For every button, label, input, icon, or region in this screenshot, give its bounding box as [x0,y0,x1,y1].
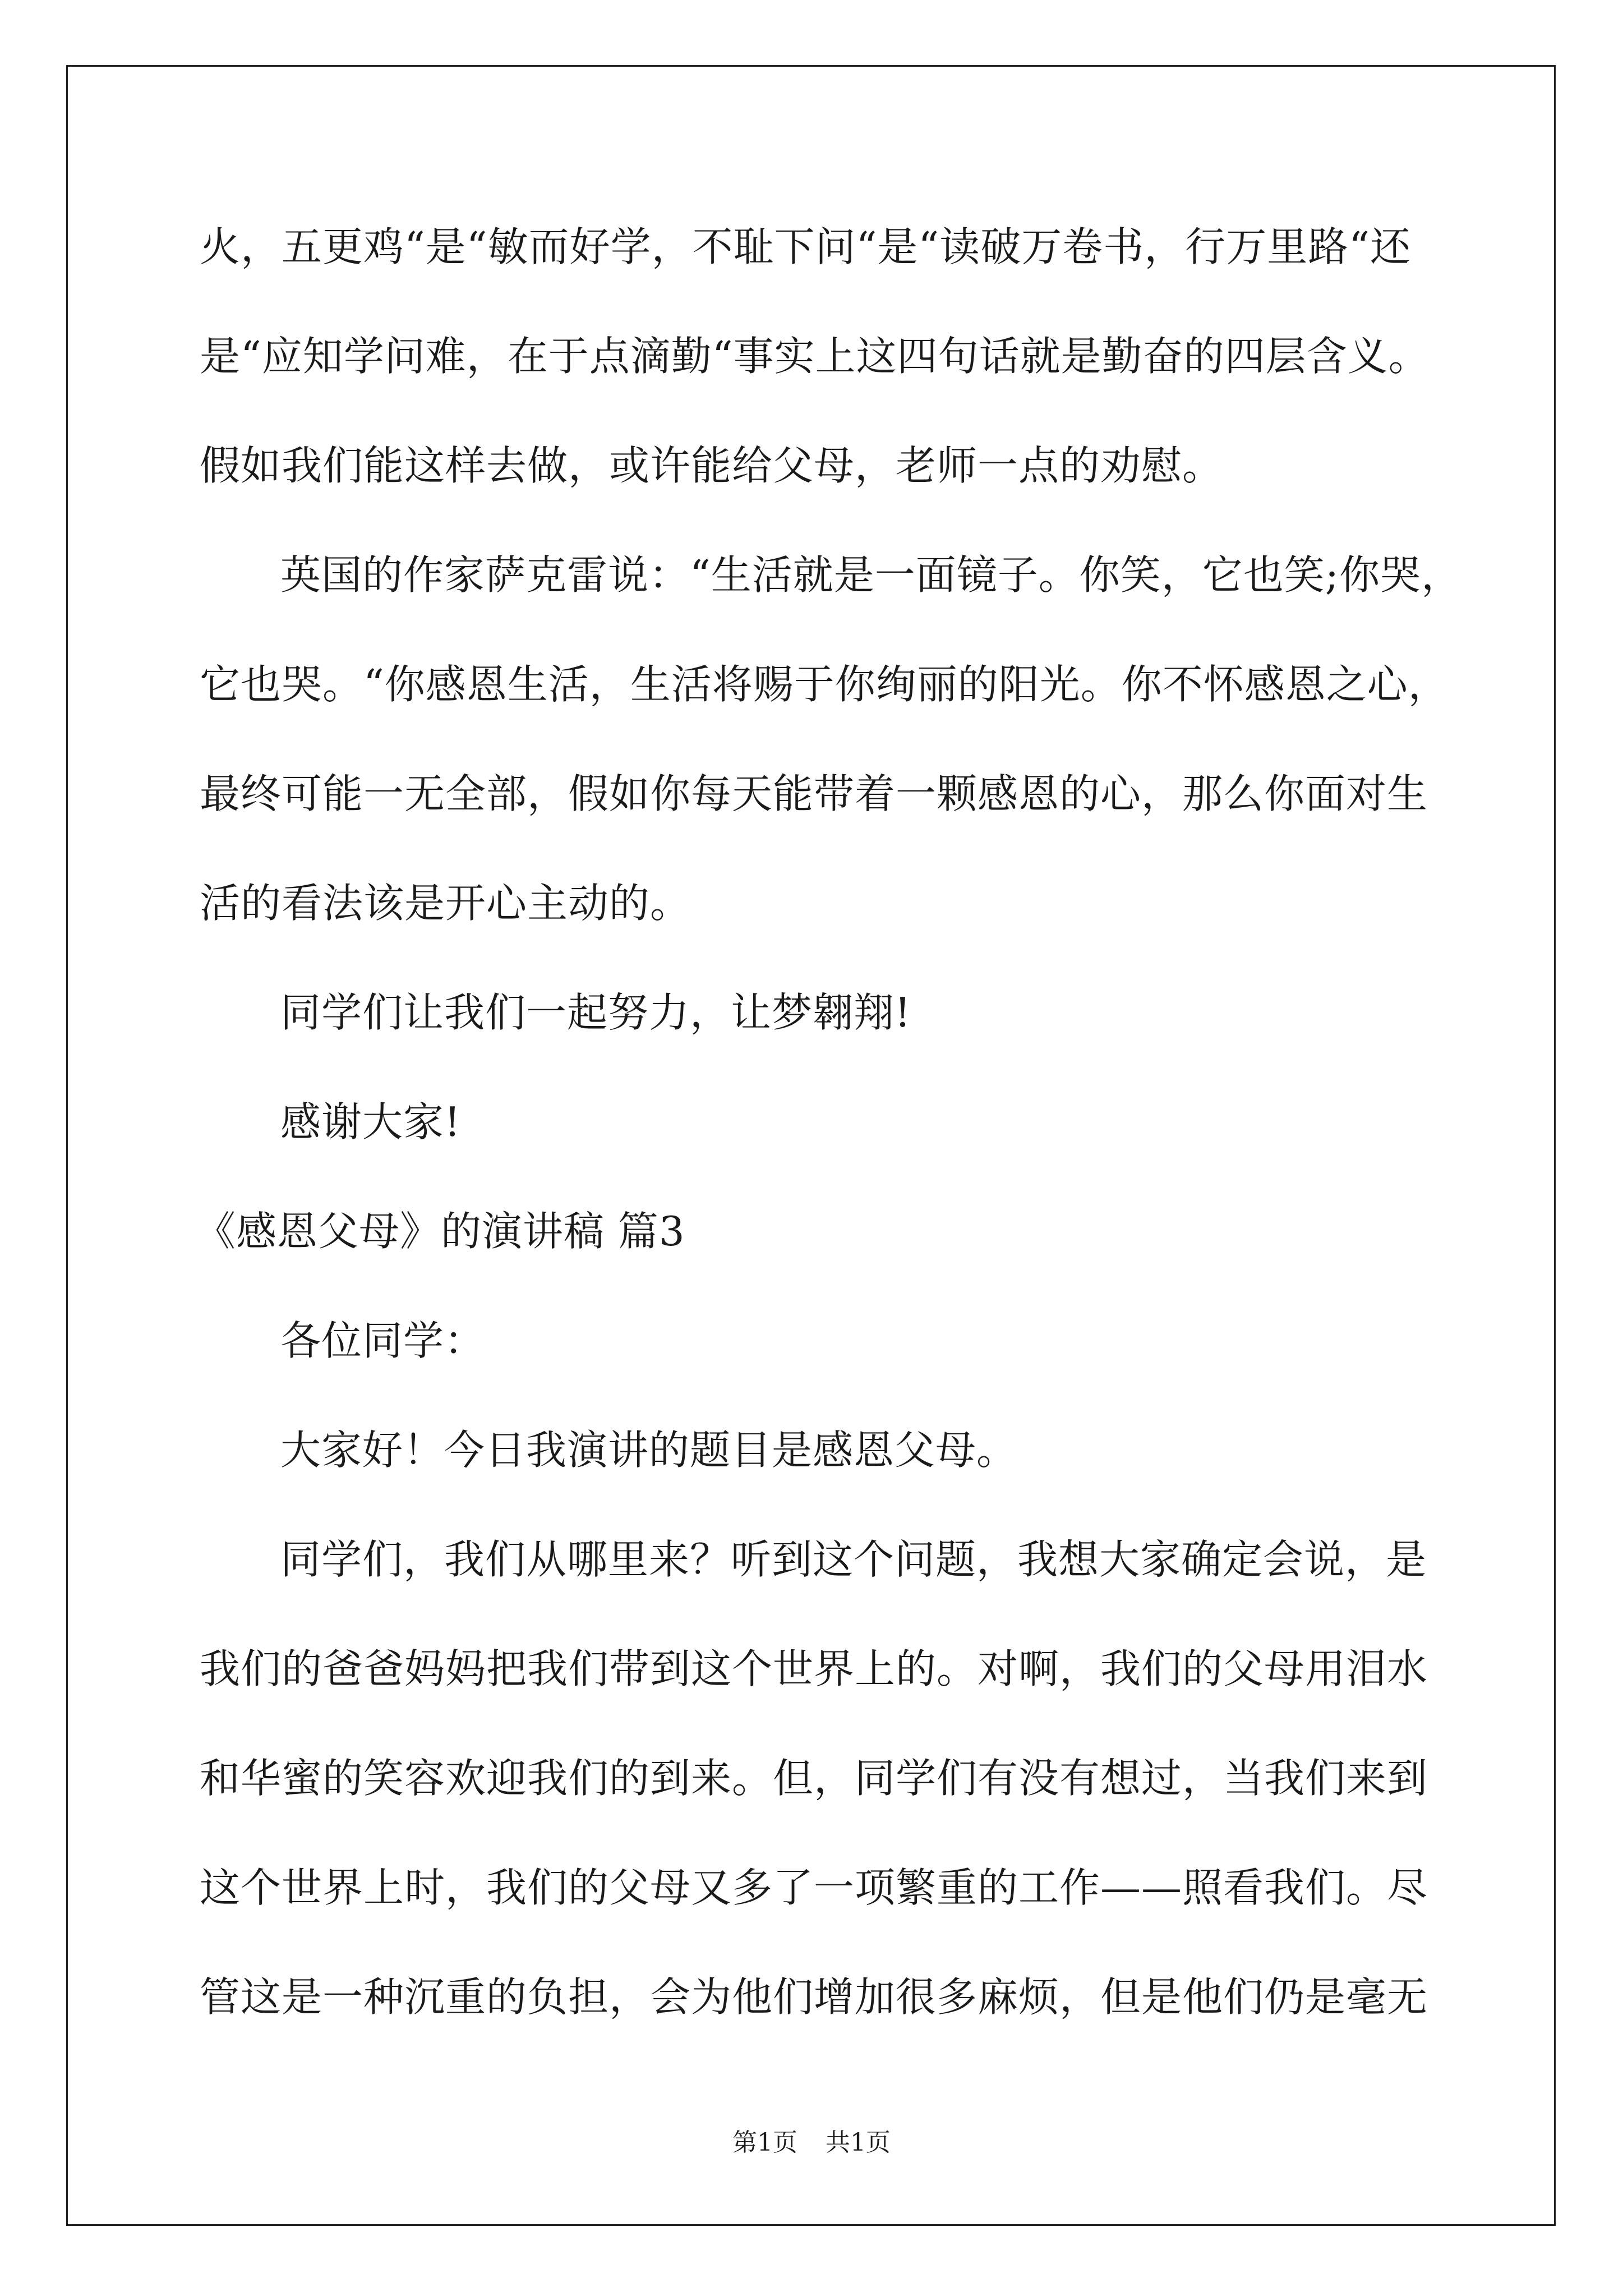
paragraph-line: 是“应知学问难，在于点滴勤“事实上这四句话就是勤奋的四层含义。 [200,333,1430,380]
paragraph-line: 我们的爸爸妈妈把我们带到这个世界上的。对啊，我们的父母用泪水 [200,1645,1428,1692]
paragraph-line: 火，五更鸡“是“敏而好学，不耻下问“是“读破万卷书，行万里路“还 [200,223,1412,270]
page-footer [0,2126,1623,2160]
paragraph-line: 感谢大家! [280,1098,461,1145]
section-heading: 《感恩父母》的演讲稿 篇3 [195,1208,685,1255]
paragraph-line: 假如我们能这样去做，或许能给父母，老师一点的劝慰。 [200,442,1224,489]
greeting-line: 各位同学： [280,1317,486,1364]
page-number: 第1页 [732,2128,797,2157]
paragraph-line: 它也哭。“你感恩生活，生活将赐于你绚丽的阳光。你不怀感恩之心， [200,661,1449,708]
paragraph-line: 管这是一种沉重的负担，会为他们增加很多麻烦，但是他们仍是毫无 [200,1973,1428,2021]
paragraph-line: 同学们，我们从哪里来？听到这个问题，我想大家确定会说，是 [280,1536,1427,1583]
paragraph-line: 最终可能一无全部，假如你每天能带着一颗感恩的心，那么你面对生 [200,770,1428,817]
paragraph-line: 活的看法该是开心主动的。 [200,880,691,927]
page-total: 共1页 [826,2128,891,2157]
paragraph-line: 大家好！今日我演讲的题目是感恩父母。 [280,1427,1018,1474]
paragraph-line: 这个世界上时，我们的父母又多了一项繁重的工作——照看我们。尽 [200,1864,1428,1911]
paragraph-line: 英国的作家萨克雷说：“生活就是一面镜子。你笑，它也笑;你哭， [280,551,1463,599]
paragraph-line: 和华蜜的笑容欢迎我们的到来。但，同学们有没有想过，当我们来到 [200,1755,1428,1802]
paragraph-line: 同学们让我们一起努力，让梦翱翔! [280,989,911,1036]
